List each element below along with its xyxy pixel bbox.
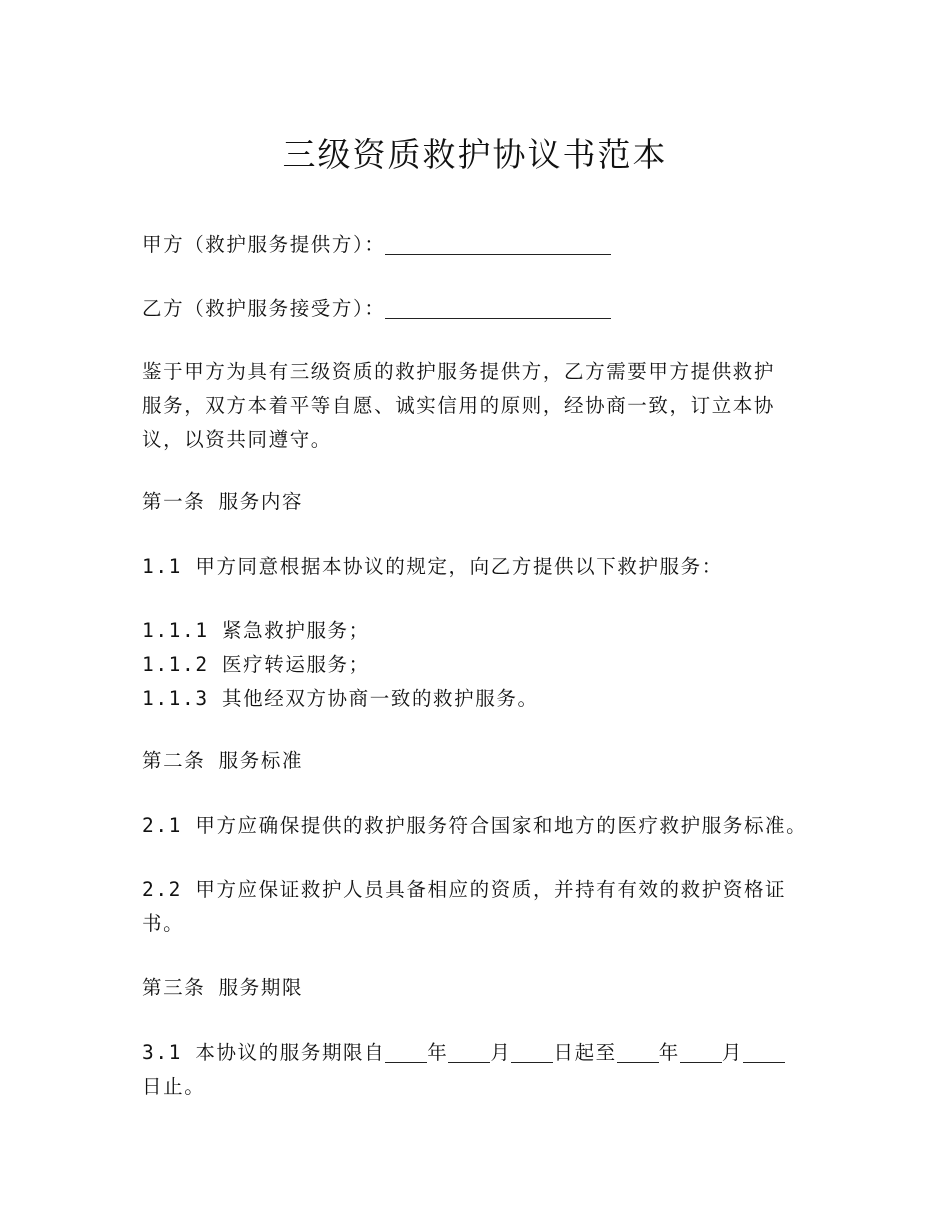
- party-b-blank: [385, 294, 611, 319]
- party-a-label: 甲方（救护服务提供方）：: [142, 233, 386, 256]
- start-month-blank: [448, 1038, 490, 1063]
- article-1-heading: 第一条 服务内容: [142, 490, 304, 513]
- party-a-line: [142, 228, 842, 262]
- party-a-blank: [385, 230, 611, 255]
- clause-3-1-prefix: 3.1 本协议的服务期限自: [142, 1041, 386, 1064]
- service-item-list: [142, 614, 842, 716]
- clause-2-1: 2.1 甲方应确保提供的救护服务符合国家和地方的医疗救护服务标准。: [142, 814, 808, 837]
- list-item: 1.1.1 紧急救护服务；: [142, 619, 370, 642]
- end-day-blank: [743, 1038, 785, 1063]
- day-from-label: 日起至: [553, 1041, 617, 1064]
- month-label: 月: [721, 1041, 744, 1064]
- preamble-line: 议，以资共同遵守。: [142, 428, 332, 451]
- end-year-blank: [617, 1038, 659, 1063]
- clause-1-1: 1.1 甲方同意根据本协议的规定，向乙方提供以下救护服务：: [142, 555, 723, 578]
- preamble-paragraph: [142, 355, 842, 457]
- preamble-line: 鉴于甲方为具有三级资质的救护服务提供方，乙方需要甲方提供救护: [142, 360, 776, 383]
- start-day-blank: [511, 1038, 553, 1063]
- year-label: 年: [658, 1041, 680, 1064]
- document-title: 三级资质救护协议书范本: [282, 135, 668, 174]
- clause-3-1: [142, 1036, 842, 1104]
- list-item: 1.1.2 医疗转运服务；: [142, 653, 370, 676]
- clause-2-2: [142, 873, 842, 941]
- clause-2-2-line: 书。: [142, 912, 185, 935]
- end-month-blank: [680, 1038, 722, 1063]
- clause-2-2-line: 2.2 甲方应保证救护人员具备相应的资质，并持有有效的救护资格证: [142, 878, 787, 901]
- article-3-heading: 第三条 服务期限: [142, 976, 304, 999]
- article-2-heading: 第二条 服务标准: [142, 749, 304, 772]
- party-b-line: [142, 292, 842, 326]
- list-item: 1.1.3 其他经双方协商一致的救护服务。: [142, 687, 539, 710]
- year-label: 年: [427, 1041, 449, 1064]
- start-year-blank: [385, 1038, 427, 1063]
- clause-3-1-line-1: [142, 1036, 842, 1070]
- party-b-label: 乙方（救护服务接受方）：: [142, 297, 386, 320]
- clause-3-1-line-2: 日止。: [142, 1075, 206, 1098]
- month-label: 月: [490, 1041, 512, 1064]
- preamble-line: 服务，双方本着平等自愿、诚实信用的原则，经协商一致，订立本协: [142, 394, 776, 417]
